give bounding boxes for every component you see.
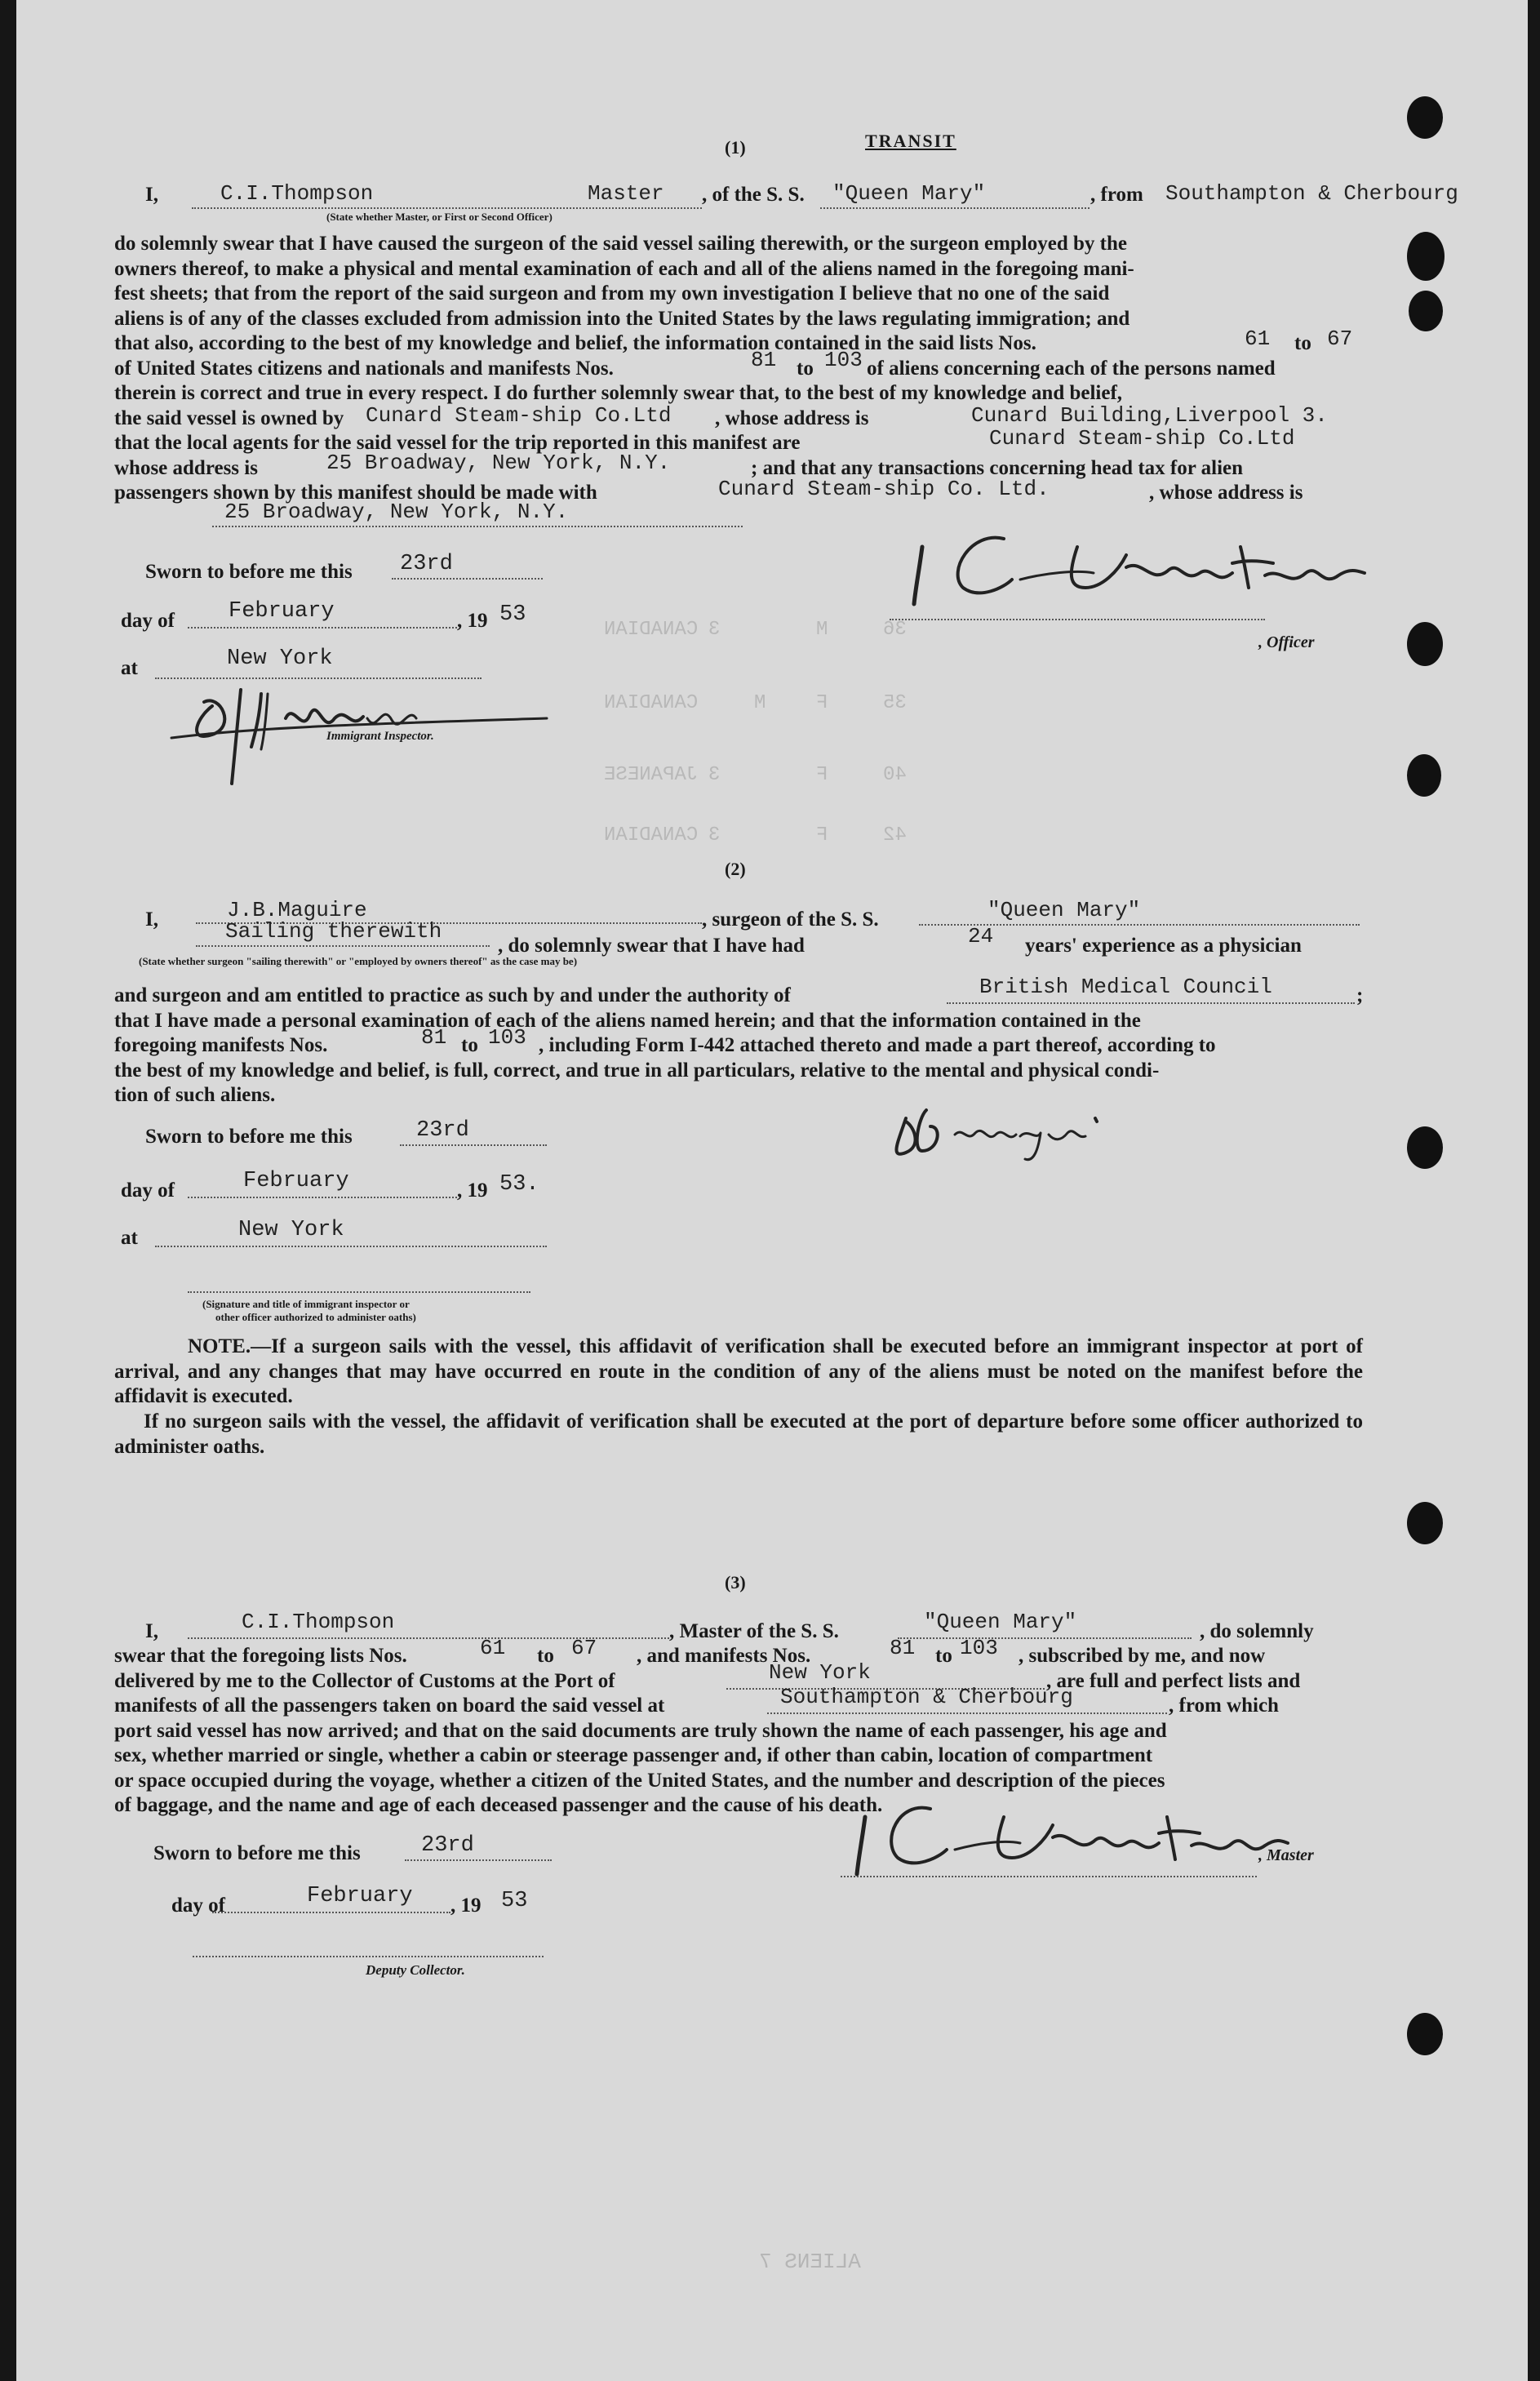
oath-line: aliens is of any of the classes excluded from admission into the United States by the laws regulating immigration; and: [114, 308, 1130, 330]
manifests-from: 81: [751, 348, 777, 372]
binder-hole: [1407, 2013, 1443, 2055]
lists-to: 67: [1327, 326, 1353, 351]
oath-line: passengers shown by this manifest should be made with: [114, 482, 597, 504]
signature-note: other officer authorized to administer oaths): [215, 1311, 416, 1323]
sworn-place: New York: [238, 1218, 344, 1242]
owner-address: Cunard Building,Liverpool 3.: [971, 403, 1328, 428]
show-through-text: 3: [708, 764, 721, 786]
section-2-number: (2): [725, 859, 746, 879]
surgeon-name: J.B.Maguire: [227, 898, 367, 922]
officer-title: , Officer: [1258, 633, 1315, 651]
master-name: C.I.Thompson: [242, 1610, 395, 1634]
binder-hole: [1407, 754, 1441, 797]
show-through-text: 3: [708, 619, 721, 641]
oath-line: , whose address is: [1149, 482, 1303, 504]
embark-ports: Southampton & Cherbourg: [780, 1685, 1073, 1709]
oath-line: ;: [1356, 984, 1364, 1006]
binder-hole: [1407, 232, 1445, 281]
day-of-label: day of: [121, 610, 175, 632]
sworn-month: February: [243, 1169, 349, 1193]
sworn-month: February: [307, 1884, 413, 1908]
signature-note: (Signature and title of immigrant inspector or: [202, 1298, 410, 1310]
medical-authority: British Medical Council: [979, 975, 1272, 999]
section-1-number: (1): [725, 137, 746, 158]
show-through-text: M: [816, 619, 828, 641]
master-signature: [881, 522, 1371, 612]
at-label: at: [121, 1227, 138, 1249]
agents-address: 25 Broadway, New York, N.Y.: [326, 451, 671, 475]
show-through-text: JAPANESE: [604, 764, 699, 786]
binder-hole: [1407, 96, 1443, 139]
sworn-year: 53: [501, 1889, 528, 1913]
vessel-owner: Cunard Steam-ship Co.Ltd: [366, 403, 672, 428]
to-label: to: [461, 1034, 478, 1056]
i-label: I,: [145, 1620, 158, 1642]
oath-line: , and manifests Nos.: [637, 1645, 811, 1667]
sworn-place: New York: [227, 646, 333, 671]
show-through-text: 35: [883, 692, 907, 714]
oath-line: swear that the foregoing lists Nos.: [114, 1645, 407, 1667]
oath-line: the best of my knowledge and belief, is full, correct, and true in all particulars, relative to the mental and physical condi-: [114, 1059, 1160, 1082]
year-prefix: , 19: [457, 610, 488, 632]
ship-name: "Queen Mary": [924, 1610, 1077, 1634]
oath-line: therein is correct and true in every respect. I do further solemnly swear that, to the best of my knowledge and belief,: [114, 382, 1123, 404]
manifests-from: 81: [421, 1025, 447, 1050]
show-through-text: F: [816, 692, 828, 714]
master-rank: Master: [588, 181, 664, 206]
show-through-text: CANADIAN: [604, 692, 699, 714]
master-of-label: , Master of the S. S.: [669, 1620, 839, 1642]
oath-line: fest sheets; that from the report of the said surgeon and from my own investigation I believe that no one of the said: [114, 282, 1110, 304]
deputy-collector-title: Deputy Collector.: [366, 1962, 465, 1978]
to-label: to: [935, 1645, 952, 1667]
lists-to: 67: [571, 1636, 597, 1660]
binder-hole: [1407, 1126, 1443, 1169]
sworn-year: 53.: [499, 1172, 539, 1197]
from-label: , from: [1090, 184, 1143, 206]
oath-line: or space occupied during the voyage, whether a citizen of the United States, and the number and description of the pieces: [114, 1770, 1165, 1792]
lists-from: 61: [1245, 326, 1271, 351]
binder-hole: [1409, 291, 1443, 331]
master-title: , Master: [1258, 1846, 1314, 1864]
oath-line: sex, whether married or single, whether a cabin or steerage passenger and, if other than cabin, location of compartment: [114, 1744, 1153, 1766]
lists-from: 61: [480, 1636, 506, 1660]
manifests-to: 103: [824, 348, 863, 372]
swear-label: years' experience as a physician: [1025, 935, 1302, 957]
show-through-text: F: [816, 764, 828, 786]
binder-hole: [1407, 1502, 1443, 1544]
oath-line: and surgeon and am entitled to practice as such by and under the authority of: [114, 984, 791, 1006]
arrival-port: New York: [769, 1660, 871, 1685]
sworn-day: 23rd: [421, 1833, 474, 1858]
inspector-title: Immigrant Inspector.: [326, 730, 434, 743]
show-through-text: CANADIAN: [604, 619, 699, 641]
oath-line: ; and that any transactions concerning head tax for alien: [751, 457, 1244, 479]
to-label: to: [537, 1645, 554, 1667]
oath-line: , subscribed by me, and now: [1019, 1645, 1266, 1667]
oath-line: of United States citizens and nationals and manifests Nos.: [114, 358, 614, 380]
ship-name: "Queen Mary": [987, 898, 1141, 922]
status-note: (State whether surgeon "sailing therewith" or "employed by owners thereof" as the case may be): [139, 955, 578, 967]
transit-stamp: TRANSIT: [865, 131, 956, 151]
show-through-text: 36: [883, 619, 907, 641]
years-experience: 24: [968, 924, 994, 948]
head-tax-agent: Cunard Steam-ship Co. Ltd.: [718, 477, 1050, 501]
sworn-year: 53: [499, 602, 526, 627]
manifests-to: 103: [960, 1636, 998, 1660]
manifests-from: 81: [890, 1636, 916, 1660]
oath-line: , whose address is: [715, 407, 869, 429]
inspector-signature: [163, 669, 555, 792]
master-name: C.I.Thompson: [220, 181, 374, 206]
oath-line: whose address is: [114, 457, 258, 479]
oath-line: do solemnly swear that I have caused the surgeon of the said vessel sailing therewith, or the surgeon employed by the: [114, 233, 1127, 255]
oath-line: , from which: [1169, 1695, 1279, 1717]
oath-line: manifests of all the passengers taken on board the said vessel at: [114, 1695, 665, 1717]
manifests-to: 103: [488, 1025, 526, 1050]
manifest-page: [16, 0, 1528, 2381]
no-surgeon-note: If no surgeon sails with the vessel, the affidavit of verification shall be executed at the port of departure before some officer authorized to administer oaths.: [114, 1410, 1363, 1458]
oath-line: delivered by me to the Collector of Customs at the Port of: [114, 1670, 615, 1692]
sworn-label: Sworn to before me this: [145, 561, 353, 583]
oath-line: , are full and perfect lists and: [1046, 1670, 1301, 1692]
oath-line: tion of such aliens.: [114, 1084, 276, 1106]
show-through-text: CANADIAN: [604, 824, 699, 846]
show-through-text: 40: [883, 764, 907, 786]
surgeon-note: NOTE.—If a surgeon sails with the vessel, this affidavit of verification shall be executed before an immigrant inspector at port of arrival, and any changes that may have occurred en route in the condition of any of the aliens must be noted on the manifest before the affidavit is executed.: [114, 1335, 1363, 1408]
show-through-text: 3: [708, 824, 721, 846]
sworn-day: 23rd: [400, 552, 453, 576]
show-through-text: F: [816, 824, 828, 846]
oath-line: that the local agents for the said vessel for the trip reported in this manifest are: [114, 432, 801, 454]
surgeon-of-label: , surgeon of the S. S.: [702, 908, 879, 931]
surgeon-signature: [881, 1094, 1143, 1167]
of-ship-label: , of the S. S.: [702, 184, 805, 206]
oath-line: the said vessel is owned by: [114, 407, 344, 429]
show-through-text: 42: [883, 824, 907, 846]
oath-line: foregoing manifests Nos.: [114, 1034, 328, 1056]
rank-note: (State whether Master, or First or Second Officer): [326, 211, 553, 223]
form-number: ALIENS 7: [759, 2250, 861, 2274]
to-label: to: [797, 358, 814, 380]
sworn-label: Sworn to before me this: [153, 1842, 361, 1864]
at-label: at: [121, 657, 138, 679]
master-signature: [832, 1792, 1289, 1882]
sworn-month: February: [229, 599, 335, 624]
oath-line: that I have made a personal examination of each of the aliens named herein; and that the information contained in the: [114, 1010, 1141, 1032]
to-label: to: [1294, 332, 1311, 354]
sworn-day: 23rd: [416, 1118, 469, 1143]
ship-name: "Queen Mary": [832, 181, 986, 206]
i-label: I,: [145, 908, 158, 931]
surgeon-status: Sailing therewith: [225, 919, 442, 944]
section-3-number: (3): [725, 1572, 746, 1593]
oath-line: of aliens concerning each of the persons named: [867, 358, 1276, 380]
oath-line: that also, according to the best of my knowledge and belief, the information contained in the said lists Nos.: [114, 332, 1036, 354]
solemnly-label: , do solemnly: [1200, 1620, 1314, 1642]
day-of-label: day of: [121, 1179, 175, 1202]
binder-hole: [1407, 622, 1443, 666]
oath-line: port said vessel has now arrived; and that on the said documents are truly shown the name of each passenger, his age and: [114, 1720, 1167, 1742]
year-prefix: , 19: [457, 1179, 488, 1202]
head-tax-agent-address: 25 Broadway, New York, N.Y.: [224, 500, 569, 524]
day-of-label: day of: [171, 1895, 225, 1917]
i-label: I,: [145, 184, 158, 206]
departure-port: Southampton & Cherbourg: [1165, 181, 1458, 206]
oath-line: , including Form I-442 attached thereto and made a part thereof, according to: [539, 1034, 1216, 1056]
sworn-label: Sworn to before me this: [145, 1126, 353, 1148]
show-through-text: M: [754, 692, 766, 714]
oath-line: owners thereof, to make a physical and mental examination of each and all of the aliens named in the foregoing mani-: [114, 258, 1134, 280]
oath-line: of baggage, and the name and age of each deceased passenger and the cause of his death.: [114, 1794, 883, 1816]
local-agents: Cunard Steam-ship Co.Ltd: [989, 426, 1295, 451]
swear-label: , do solemnly swear that I have had: [498, 935, 805, 957]
year-prefix: , 19: [450, 1895, 482, 1917]
